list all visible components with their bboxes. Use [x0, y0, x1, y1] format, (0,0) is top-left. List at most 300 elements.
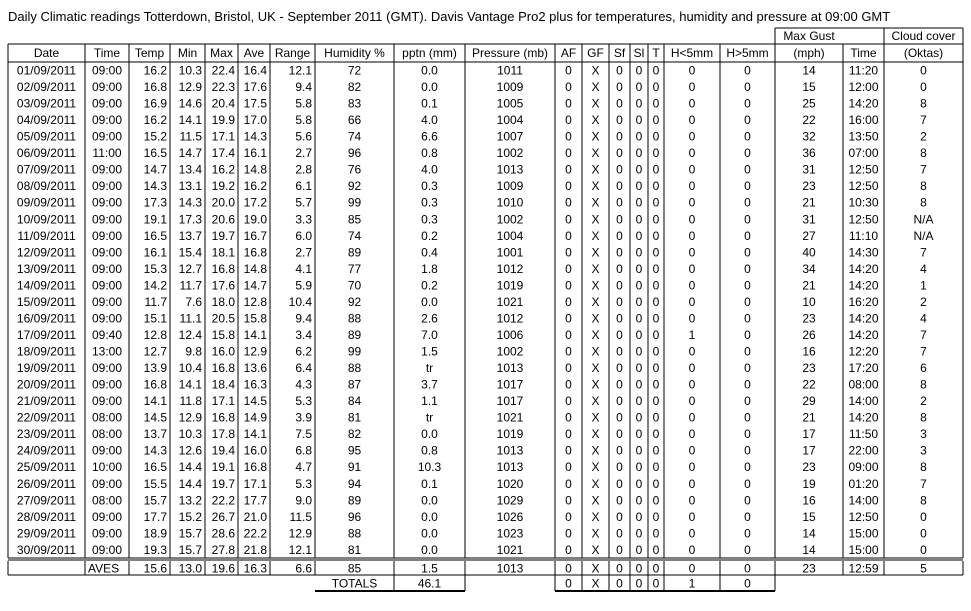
- table-cell: 0: [616, 460, 623, 475]
- date-cell: 25/09/2011: [16, 460, 77, 475]
- column-header: pptn (mm): [402, 46, 457, 60]
- table-cell: 12.9: [178, 80, 202, 95]
- totals-t: 0: [652, 576, 660, 591]
- table-cell: 14.7: [243, 278, 267, 293]
- table-cell: 0: [616, 80, 623, 95]
- table-cell: 3.4: [295, 327, 312, 342]
- table-cell: 0: [565, 129, 572, 144]
- table-cell: 1002: [496, 146, 524, 161]
- table-cell: 3.3: [295, 212, 312, 227]
- table-cell: 0: [652, 443, 660, 458]
- column-header: Date: [33, 46, 60, 60]
- table-cell: X: [591, 427, 600, 442]
- table-cell: 21: [802, 278, 816, 293]
- table-cell: 14.3: [143, 443, 167, 458]
- table-cell: 0: [635, 443, 643, 458]
- table-cell: 17.8: [211, 427, 235, 442]
- table-cell: 2: [920, 129, 927, 144]
- table-cell: 09:00: [91, 261, 123, 276]
- table-cell: X: [591, 228, 600, 243]
- table-cell: 81: [347, 410, 362, 425]
- table-cell: 1013: [496, 162, 524, 177]
- table-cell: 0: [635, 96, 643, 111]
- table-cell: 0.2: [421, 278, 438, 293]
- table-cell: 09:00: [848, 460, 879, 475]
- table-cell: 18.1: [211, 245, 235, 260]
- table-cell: 11.5: [289, 509, 312, 524]
- table-cell: 7: [920, 113, 927, 128]
- table-cell: 0: [652, 96, 660, 111]
- table-cell: 0: [744, 162, 751, 177]
- table-cell: 0: [688, 410, 696, 425]
- table-cell: 14: [802, 63, 816, 78]
- table-cell: 21.8: [243, 542, 267, 557]
- table-cell: 14:20: [848, 96, 879, 111]
- table-cell: 16:20: [848, 294, 879, 309]
- table-cell: 17.2: [243, 195, 267, 210]
- table-cell: 15.7: [178, 526, 202, 541]
- date-cell: 03/09/2011: [16, 96, 77, 111]
- table-cell: 85: [347, 212, 362, 227]
- table-cell: 0: [616, 245, 623, 260]
- table-cell: 19.2: [211, 179, 235, 194]
- column-header: Humidity %: [324, 46, 385, 60]
- column-header: GF: [587, 46, 604, 60]
- date-cell: 20/09/2011: [16, 377, 77, 392]
- table-cell: 0.2: [421, 228, 438, 243]
- table-cell: 1021: [496, 542, 524, 557]
- totals-h-gt5: 0: [744, 576, 751, 591]
- column-header: H>5mm: [726, 46, 769, 60]
- table-cell: 89: [347, 245, 362, 260]
- table-cell: 14.4: [178, 476, 202, 491]
- table-cell: 3: [920, 443, 927, 458]
- table-cell: 14.1: [243, 427, 267, 442]
- date-cell: 30/09/2011: [16, 542, 77, 557]
- table-cell: 0: [744, 96, 751, 111]
- table-cell: 0: [616, 261, 623, 276]
- table-cell: 0: [616, 361, 623, 376]
- table-cell: 09:00: [91, 476, 123, 491]
- table-cell: 15.8: [243, 311, 267, 326]
- table-cell: 0: [688, 179, 696, 194]
- table-cell: 12.1: [288, 63, 312, 78]
- table-cell: 7.0: [421, 327, 438, 342]
- table-cell: 0: [635, 195, 643, 210]
- table-cell: 1010: [496, 195, 524, 210]
- table-cell: 0: [616, 327, 623, 342]
- table-cell: 1.1: [421, 394, 438, 409]
- table-cell: 16.5: [143, 146, 167, 161]
- table-cell: 0: [616, 195, 623, 210]
- table-cell: 17.6: [211, 278, 235, 293]
- totals-af: 0: [565, 576, 572, 591]
- table-cell: 15.4: [178, 245, 202, 260]
- table-cell: X: [591, 195, 600, 210]
- table-cell: 0: [635, 80, 643, 95]
- table-cell: 09:00: [91, 113, 123, 128]
- aves-cell: 1.5: [421, 561, 438, 576]
- table-cell: 18.9: [143, 526, 167, 541]
- table-cell: 12.9: [243, 344, 267, 359]
- table-cell: 76: [347, 162, 362, 177]
- column-header: (mph): [793, 46, 825, 60]
- table-cell: 0: [652, 493, 660, 508]
- table-cell: 12.6: [178, 443, 202, 458]
- table-cell: 0.0: [421, 493, 438, 508]
- table-cell: 36: [802, 146, 816, 161]
- table-cell: 1012: [496, 261, 524, 276]
- table-cell: 0: [688, 129, 696, 144]
- table-cell: 0: [635, 361, 643, 376]
- table-cell: 16.2: [211, 162, 235, 177]
- table-cell: 1012: [496, 311, 524, 326]
- table-cell: 1002: [496, 344, 524, 359]
- date-cell: 08/09/2011: [16, 179, 77, 194]
- column-header: Time: [93, 46, 121, 60]
- table-cell: 0: [688, 245, 696, 260]
- table-cell: 0: [688, 460, 696, 475]
- table-cell: 23: [802, 179, 816, 194]
- table-cell: 0: [616, 113, 623, 128]
- table-cell: 09:00: [91, 542, 123, 557]
- table-cell: 0: [744, 493, 751, 508]
- table-cell: 0: [565, 410, 572, 425]
- date-cell: 14/09/2011: [16, 278, 77, 293]
- table-cell: 17:20: [848, 361, 879, 376]
- table-cell: 27.8: [211, 542, 235, 557]
- table-cell: 09:00: [91, 228, 123, 243]
- aves-label: AVES: [88, 561, 120, 576]
- table-cell: 0: [565, 278, 572, 293]
- table-cell: X: [591, 80, 600, 95]
- table-cell: 14.8: [243, 162, 267, 177]
- table-cell: 31: [802, 162, 816, 177]
- table-cell: 15.2: [178, 509, 202, 524]
- table-cell: 0: [744, 245, 751, 260]
- table-cell: 99: [347, 344, 362, 359]
- table-cell: 23: [802, 311, 816, 326]
- table-cell: 10:00: [91, 460, 123, 475]
- table-cell: 16.8: [211, 410, 235, 425]
- table-cell: X: [591, 179, 600, 194]
- table-cell: 0: [616, 542, 623, 557]
- table-cell: 96: [347, 146, 362, 161]
- table-cell: 83: [347, 96, 362, 111]
- table-cell: 0: [565, 493, 572, 508]
- table-cell: 0: [652, 245, 660, 260]
- table-cell: 12.8: [143, 327, 167, 342]
- table-cell: 5.8: [295, 96, 312, 111]
- table-cell: 13.2: [178, 493, 202, 508]
- aves-cell: 85: [347, 561, 362, 576]
- table-cell: 2.6: [421, 311, 438, 326]
- table-cell: 0: [688, 195, 696, 210]
- table-cell: 8: [920, 493, 927, 508]
- table-cell: 34: [802, 261, 816, 276]
- aves-cell: 0: [616, 561, 623, 576]
- table-cell: 3.9: [295, 410, 312, 425]
- table-cell: 23: [802, 361, 816, 376]
- table-cell: X: [591, 294, 600, 309]
- table-cell: 1: [688, 327, 696, 342]
- table-cell: 0: [635, 526, 643, 541]
- table-cell: 13:50: [848, 129, 879, 144]
- table-cell: 08:00: [91, 410, 123, 425]
- table-cell: X: [591, 377, 600, 392]
- table-cell: 1: [920, 278, 927, 293]
- table-cell: 0: [616, 526, 623, 541]
- table-cell: 16.8: [143, 377, 167, 392]
- table-cell: 1009: [496, 80, 524, 95]
- table-cell: 92: [347, 294, 362, 309]
- table-cell: 0: [652, 113, 660, 128]
- page-title: Daily Climatic readings Totterdown, Bristol, UK - September 2011 (GMT). Davis Vantage Pro2 plus for temperatures, humidity and pressure at 09:00 GMT: [8, 9, 891, 24]
- date-cell: 18/09/2011: [16, 344, 77, 359]
- table-cell: 0: [635, 113, 643, 128]
- table-cell: 14.1: [178, 113, 202, 128]
- table-cell: 0: [635, 509, 643, 524]
- table-cell: 14.1: [178, 377, 202, 392]
- table-cell: 0: [652, 80, 660, 95]
- table-cell: 14.6: [178, 96, 202, 111]
- table-cell: 09:00: [91, 80, 123, 95]
- table-cell: 72: [347, 63, 362, 78]
- table-cell: 88: [347, 526, 362, 541]
- table-cell: 13.1: [178, 179, 202, 194]
- table-cell: tr: [425, 410, 434, 425]
- totals-sl: 0: [635, 576, 643, 591]
- table-cell: 21.0: [243, 509, 267, 524]
- table-cell: 17.0: [243, 113, 267, 128]
- aves-cell: 19.6: [211, 561, 235, 576]
- column-header: H<5mm: [670, 46, 714, 60]
- table-cell: 0: [652, 460, 660, 475]
- table-cell: 14.8: [243, 261, 267, 276]
- table-cell: 0: [744, 311, 751, 326]
- table-cell: 0: [635, 261, 643, 276]
- table-cell: 0: [688, 311, 696, 326]
- table-cell: 74: [347, 228, 362, 243]
- table-cell: 09:00: [91, 443, 123, 458]
- table-cell: 22.2: [243, 526, 267, 541]
- table-cell: 17.1: [211, 394, 235, 409]
- table-cell: 0: [616, 278, 623, 293]
- table-cell: 12.9: [178, 410, 202, 425]
- table-cell: 0: [635, 377, 643, 392]
- table-cell: 0: [744, 228, 751, 243]
- table-cell: 8: [920, 410, 927, 425]
- table-cell: 17.7: [243, 493, 267, 508]
- table-cell: 22.3: [211, 80, 235, 95]
- table-cell: 0: [652, 278, 660, 293]
- table-cell: 0: [688, 361, 696, 376]
- table-cell: 1007: [496, 129, 524, 144]
- table-cell: 0: [616, 493, 623, 508]
- table-cell: 11.1: [179, 311, 202, 326]
- table-cell: 0: [635, 228, 643, 243]
- table-cell: 0: [744, 63, 751, 78]
- table-cell: 0: [635, 476, 643, 491]
- column-header: Min: [177, 46, 198, 60]
- table-cell: 0: [616, 146, 623, 161]
- table-cell: 82: [347, 80, 362, 95]
- table-cell: 0: [635, 427, 643, 442]
- table-cell: 4: [920, 311, 927, 326]
- table-cell: 1023: [496, 526, 524, 541]
- table-cell: N/A: [913, 228, 934, 243]
- table-cell: 17.1: [211, 129, 235, 144]
- table-cell: 0: [688, 443, 696, 458]
- table-cell: 0: [652, 509, 660, 524]
- table-cell: 81: [347, 542, 362, 557]
- table-cell: 0: [616, 311, 623, 326]
- table-cell: 0: [920, 526, 927, 541]
- column-header: Temp: [134, 46, 165, 60]
- date-cell: 17/09/2011: [16, 327, 77, 342]
- table-cell: 1002: [496, 212, 524, 227]
- table-cell: 16.9: [143, 96, 167, 111]
- table-cell: X: [591, 327, 600, 342]
- table-cell: 19.7: [211, 476, 235, 491]
- table-cell: 0: [616, 443, 623, 458]
- table-cell: 28.6: [211, 526, 235, 541]
- table-cell: 0: [616, 509, 623, 524]
- table-cell: 20.6: [211, 212, 235, 227]
- table-cell: 0: [744, 427, 751, 442]
- table-cell: 1021: [496, 410, 524, 425]
- table-cell: 19.7: [211, 228, 235, 243]
- table-cell: 0.8: [421, 443, 438, 458]
- table-cell: 0: [744, 212, 751, 227]
- table-cell: 0.3: [421, 195, 438, 210]
- table-cell: 11:00: [92, 146, 122, 161]
- table-cell: 0.8: [421, 146, 438, 161]
- table-cell: 0: [635, 394, 643, 409]
- table-cell: 0.0: [421, 427, 438, 442]
- table-cell: 25: [802, 96, 816, 111]
- table-cell: 31: [802, 212, 816, 227]
- date-cell: 06/09/2011: [16, 146, 77, 161]
- table-cell: 0: [744, 526, 751, 541]
- table-cell: 2.8: [295, 162, 312, 177]
- table-cell: 19.4: [211, 443, 235, 458]
- table-cell: 0: [652, 427, 660, 442]
- table-cell: 0: [616, 228, 623, 243]
- date-cell: 28/09/2011: [16, 509, 77, 524]
- table-cell: 0: [920, 63, 927, 78]
- table-cell: 22: [802, 377, 816, 392]
- table-cell: 0: [744, 294, 751, 309]
- aves-cell: X: [591, 561, 600, 576]
- table-cell: 0: [616, 129, 623, 144]
- table-cell: 0: [744, 327, 751, 342]
- table-cell: 19.3: [143, 542, 167, 557]
- table-cell: 0: [652, 195, 660, 210]
- table-cell: X: [591, 129, 600, 144]
- table-cell: 16.2: [143, 63, 167, 78]
- table-cell: 94: [347, 476, 362, 491]
- table-cell: 1.5: [421, 344, 438, 359]
- table-cell: 0: [565, 113, 572, 128]
- table-cell: 0: [920, 542, 927, 557]
- table-cell: 12.8: [243, 294, 267, 309]
- table-cell: X: [591, 509, 600, 524]
- table-cell: 8: [920, 96, 927, 111]
- table-cell: 5.6: [295, 129, 312, 144]
- table-cell: 0: [565, 228, 572, 243]
- table-cell: 0: [744, 179, 751, 194]
- table-cell: 16.4: [243, 63, 267, 78]
- table-cell: 0: [565, 361, 572, 376]
- table-cell: 14:20: [848, 261, 879, 276]
- table-cell: 10.4: [288, 294, 312, 309]
- table-cell: 0: [688, 427, 696, 442]
- table-cell: 5.3: [295, 476, 312, 491]
- table-cell: 0: [635, 493, 643, 508]
- date-cell: 10/09/2011: [16, 212, 77, 227]
- table-cell: 6: [920, 361, 927, 376]
- table-cell: 0: [688, 113, 696, 128]
- totals-gf: X: [591, 576, 600, 591]
- table-cell: 1013: [496, 443, 524, 458]
- date-cell: 22/09/2011: [16, 410, 77, 425]
- table-cell: 26: [802, 327, 816, 342]
- table-cell: 14:20: [848, 311, 879, 326]
- column-header: Range: [274, 46, 311, 60]
- table-cell: 14.4: [178, 460, 202, 475]
- table-cell: 9.0: [295, 493, 312, 508]
- table-cell: 08:00: [91, 427, 123, 442]
- table-cell: 6.2: [295, 344, 312, 359]
- table-cell: 0: [616, 377, 623, 392]
- table-cell: tr: [425, 361, 434, 376]
- table-cell: X: [591, 212, 600, 227]
- table-cell: 7: [920, 327, 927, 342]
- table-cell: 0: [688, 476, 696, 491]
- table-cell: 9.4: [295, 80, 312, 95]
- table-cell: 0: [744, 80, 751, 95]
- table-cell: 17.6: [243, 80, 267, 95]
- table-cell: 15.2: [143, 129, 167, 144]
- table-cell: 11:10: [848, 228, 879, 243]
- table-cell: X: [591, 311, 600, 326]
- table-cell: 0: [565, 294, 572, 309]
- table-cell: 14: [802, 526, 816, 541]
- column-header: Sl: [633, 46, 645, 60]
- table-cell: 01:20: [848, 476, 879, 491]
- table-cell: 14:20: [848, 410, 879, 425]
- table-cell: X: [591, 443, 600, 458]
- table-cell: 0: [688, 493, 696, 508]
- table-cell: 16.5: [143, 228, 167, 243]
- table-cell: 11:50: [848, 427, 879, 442]
- table-cell: 14.2: [143, 278, 167, 293]
- table-cell: 0: [652, 228, 660, 243]
- table-cell: 0: [565, 542, 572, 557]
- table-cell: 11:20: [848, 63, 879, 78]
- table-cell: 0: [635, 212, 643, 227]
- table-cell: 9.8: [185, 344, 202, 359]
- table-cell: 0.0: [421, 63, 438, 78]
- table-cell: 1006: [496, 327, 524, 342]
- table-cell: 10.3: [178, 63, 202, 78]
- date-cell: 15/09/2011: [16, 294, 77, 309]
- table-cell: 0: [652, 377, 660, 392]
- table-cell: 0: [565, 261, 572, 276]
- table-cell: 0: [565, 63, 572, 78]
- table-cell: X: [591, 261, 600, 276]
